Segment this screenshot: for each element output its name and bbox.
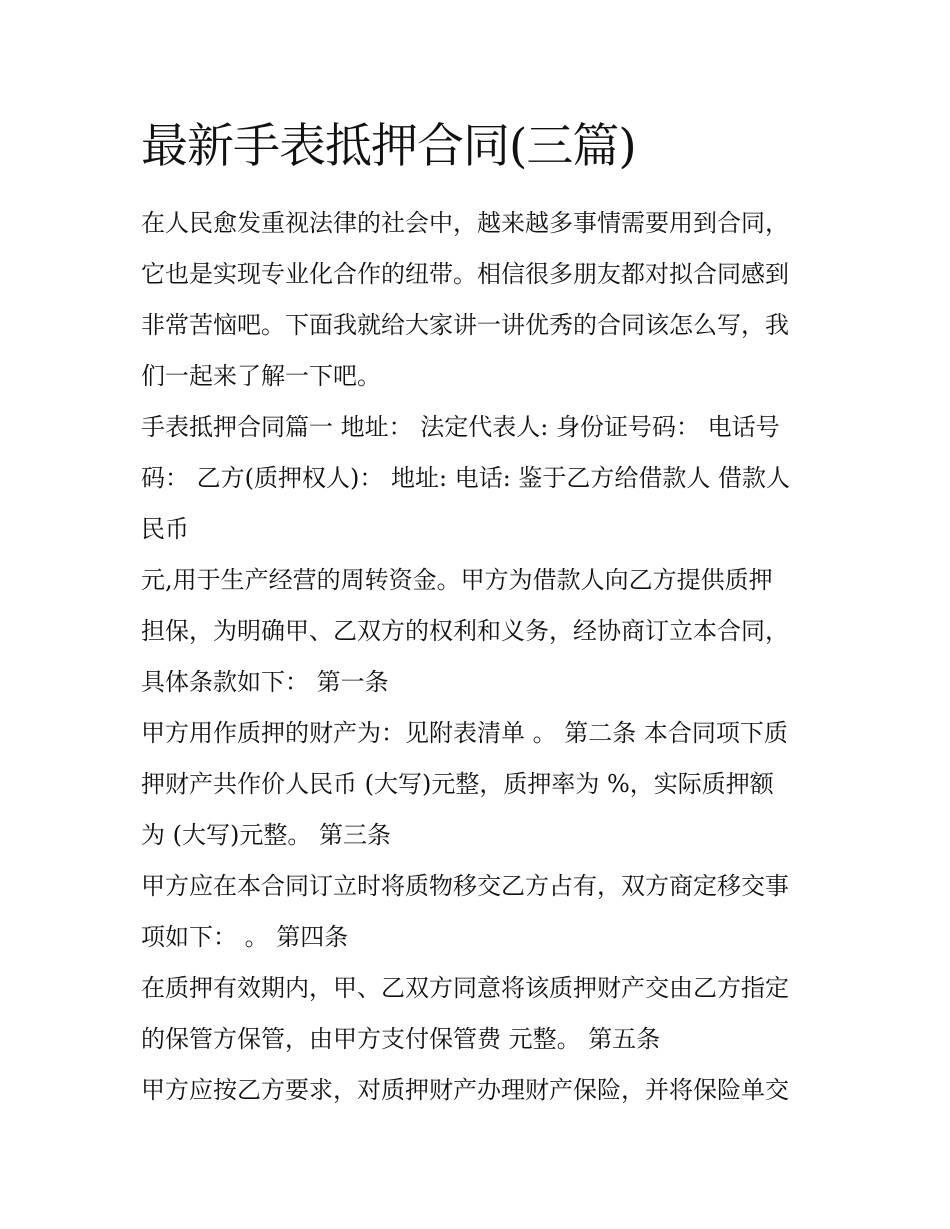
text-line: 甲方用作质押的财产为：见附表清单 。 第二条 本合同项下质 xyxy=(141,719,788,747)
text-line: 担保，为明确甲、乙双方的权利和义务，经协商订立本合同， xyxy=(141,617,789,645)
text-line: 具体条款如下： 第一条 xyxy=(141,668,389,696)
text-line: 它也是实现专业化合作的纽带。相信很多朋友都对拟合同感到 xyxy=(141,260,789,288)
text-line: 手表抵押合同篇一 地址： 法定代表人: 身份证号码： 电话号 xyxy=(141,413,780,441)
text-line: 码： 乙方(质押权人)： 地址: 电话: 鉴于乙方给借款人 借款人 xyxy=(141,464,791,492)
document-title: 最新手表抵押合同(三篇) xyxy=(141,119,636,174)
text-line: 甲方应按乙方要求，对质押财产办理财产保险，并将保险单交 xyxy=(141,1076,789,1104)
text-line: 为 (大写)元整。 第三条 xyxy=(141,821,391,849)
text-line: 非常苦恼吧。下面我就给大家讲一讲优秀的合同该怎么写，我 xyxy=(141,311,789,339)
text-line: 元,用于生产经营的周转资金。甲方为借款人向乙方提供质押 xyxy=(141,566,773,594)
text-line: 项如下： 。 第四条 xyxy=(141,923,349,951)
text-line: 在人民愈发重视法律的社会中，越来越多事情需要用到合同， xyxy=(141,209,789,237)
text-line: 在质押有效期内，甲、乙双方同意将该质押财产交由乙方指定 xyxy=(141,974,789,1002)
text-line: 们一起来了解一下吧。 xyxy=(141,362,381,390)
text-line: 的保管方保管，由甲方支付保管费 元整。 第五条 xyxy=(141,1025,661,1053)
text-line: 甲方应在本合同订立时将质物移交乙方占有，双方商定移交事 xyxy=(141,872,789,900)
document-content xyxy=(141,112,817,1116)
text-line: 押财产共作价人民币 (大写)元整，质押率为 %，实际质押额 xyxy=(141,770,774,798)
document-body xyxy=(141,198,817,1116)
text-line: 民币 xyxy=(141,515,189,543)
